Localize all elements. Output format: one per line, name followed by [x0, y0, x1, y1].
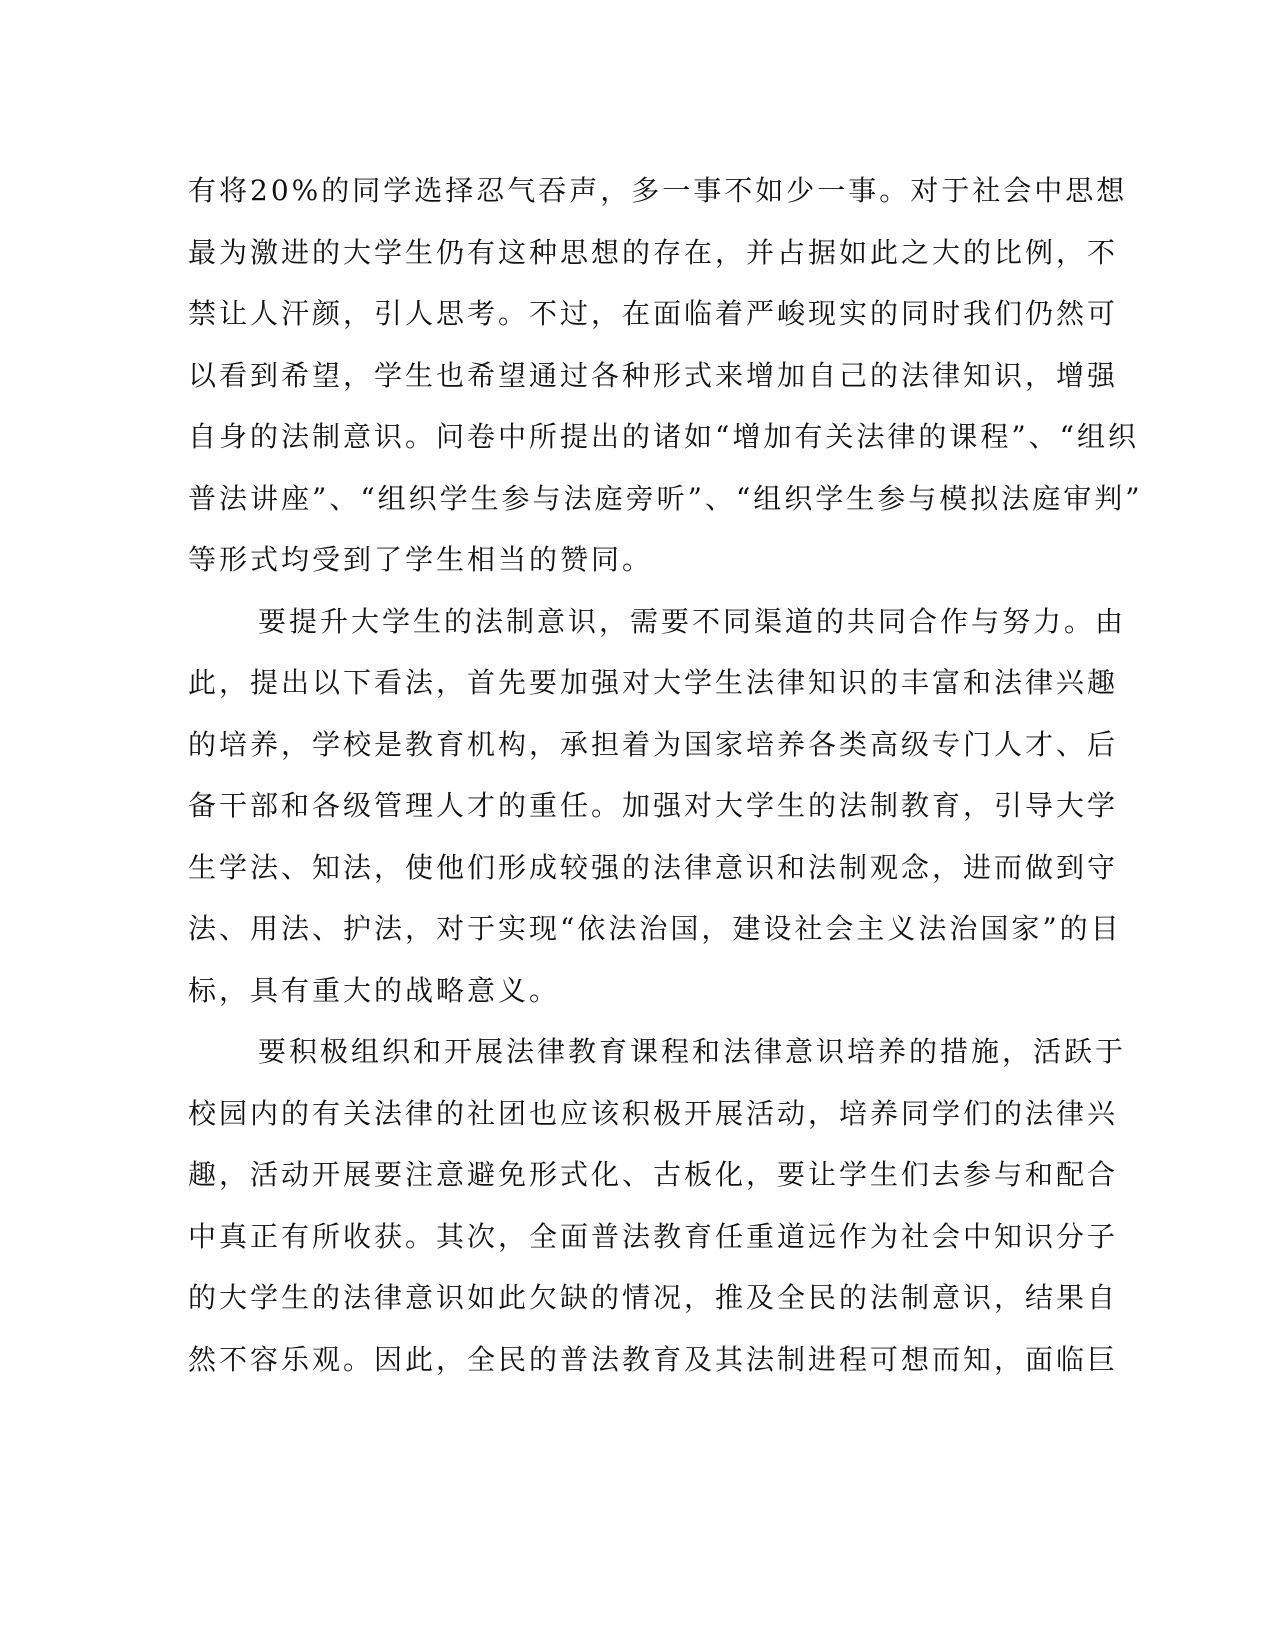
text-line: 的培养，学校是教育机构，承担着为国家培养各类高级专门人才、后 [188, 727, 1119, 761]
text-line: 有将20%的同学选择忍气吞声，多一事不如少一事。对于社会中思想 [188, 174, 1128, 207]
text-line: 中真正有所收获。其次，全面普法教育任重道远作为社会中知识分子 [188, 1219, 1119, 1253]
paragraph-2 [188, 591, 1127, 1022]
text-line: 禁让人汗颜，引人思考。不过，在面临着严峻现实的同时我们仍然可 [188, 297, 1119, 330]
text-line: 以看到希望，学生也希望通过各种形式来增加自己的法律知识，增强 [188, 358, 1119, 392]
text-line: 趣，活动开展要注意避免形式化、古板化，要让学生们去参与和配合 [188, 1158, 1119, 1191]
paragraph-1 [188, 160, 1143, 591]
text-line: 此，提出以下看法，首先要加强对大学生法律知识的丰富和法律兴趣 [188, 666, 1119, 699]
text-line: 备干部和各级管理人才的重任。加强对大学生的法制教育，引导大学 [188, 789, 1119, 822]
text-line: 然不容乐观。因此，全民的普法教育及其法制进程可想而知，面临巨 [188, 1342, 1119, 1376]
text-line: 最为激进的大学生仍有这种思想的存在，并占据如此之大的比例，不 [188, 235, 1119, 269]
text-line: 的大学生的法律意识如此欠缺的情况，推及全民的法制意识，结果自 [188, 1281, 1119, 1314]
text-line: 校园内的有关法律的社团也应该积极开展活动，培养同学们的法律兴 [188, 1096, 1119, 1130]
text-line: 普法讲座”、“组织学生参与法庭旁听”、“组织学生参与模拟法庭审判” [188, 481, 1143, 515]
paragraph-3 [188, 1021, 1127, 1390]
text-line: 要提升大学生的法制意识，需要不同渠道的共同合作与努力。由 [258, 604, 1127, 638]
text-line: 标，具有重大的战略意义。 [188, 973, 561, 1007]
text-line: 生学法、知法，使他们形成较强的法律意识和法制观念，进而做到守 [188, 850, 1119, 884]
text-line: 等形式均受到了学生相当的赞同。 [188, 543, 654, 576]
text-line: 要积极组织和开展法律教育课程和法律意识培养的措施，活跃于 [258, 1035, 1127, 1068]
text-line: 法、用法、护法，对于实现“依法治国，建设社会主义法治国家”的目 [188, 912, 1122, 945]
text-line: 自身的法制意识。问卷中所提出的诸如“增加有关法律的课程”、“组织 [188, 420, 1139, 453]
body-text [188, 160, 1143, 1390]
